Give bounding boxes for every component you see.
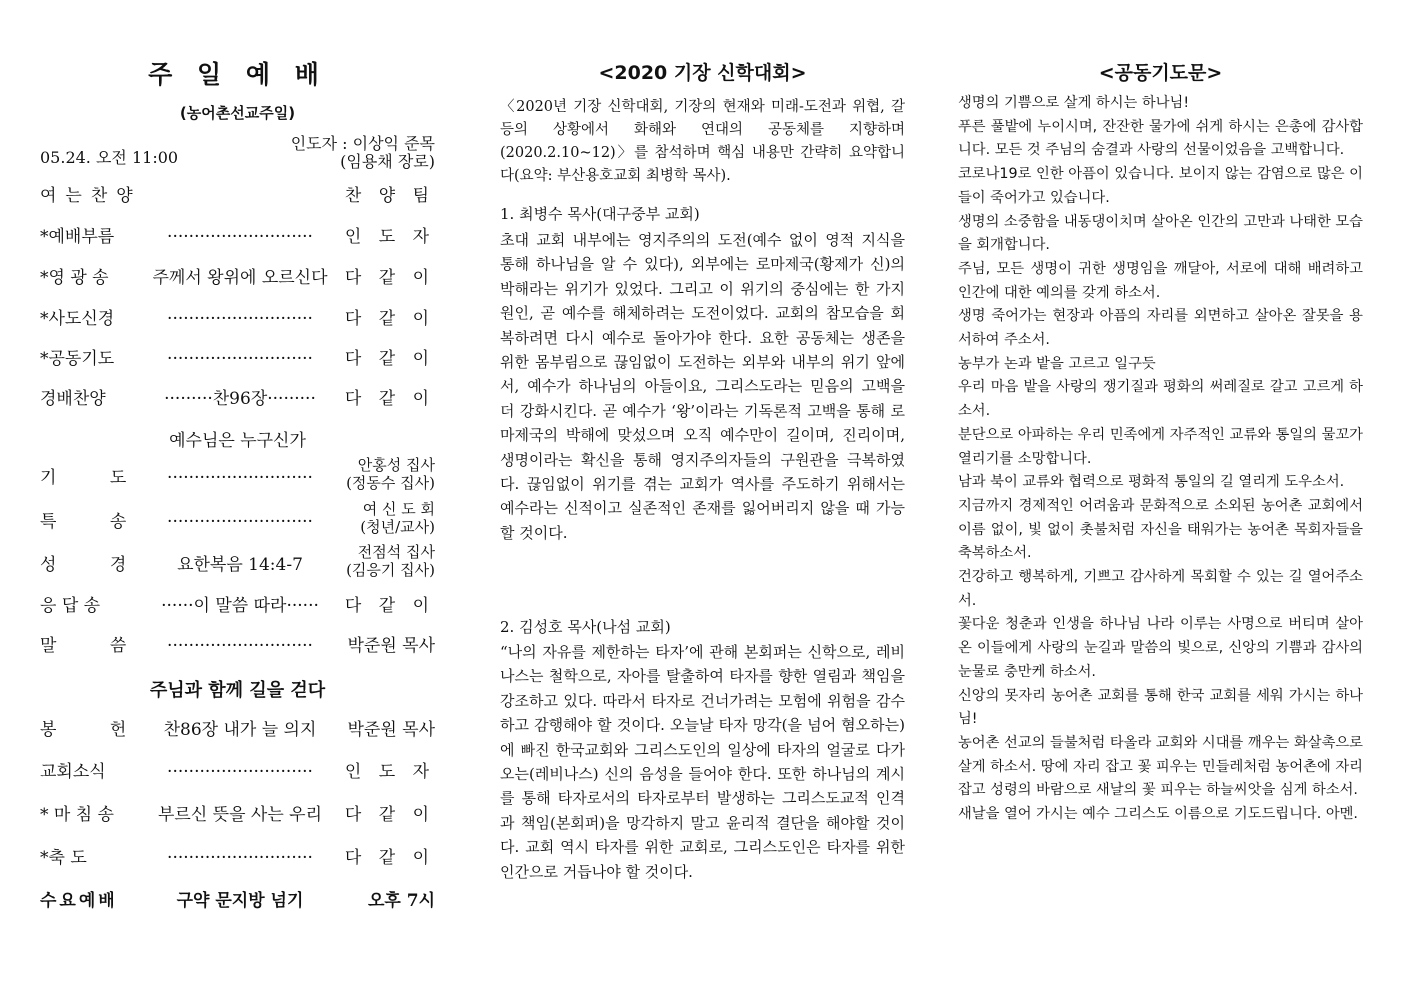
order-item-right-line1: 안홍성 집사	[357, 456, 435, 474]
order-item-right: 인 도 자	[344, 762, 435, 782]
order-item-middle: ···························	[167, 227, 313, 247]
wednesday-service	[40, 889, 435, 913]
wednesday-label: 수요예배	[40, 891, 118, 911]
order-item	[40, 266, 435, 290]
order-item-middle: ···························	[167, 309, 313, 329]
order-item-label: *예배부름	[40, 227, 115, 247]
order-item-middle: 요한복음 14:4-7	[177, 555, 303, 575]
order-item-right: 인 도 자	[344, 227, 435, 247]
order-item-right: 다 같 이	[344, 389, 435, 409]
order-item-right: 다 같 이	[344, 805, 435, 825]
prayer-paragraph: 생명의 소중함을 내동댕이치며 살아온 인간의 고만과 나태한 모습을 회개합니다.	[958, 213, 1363, 254]
order-item	[40, 456, 435, 492]
prayer-paragraph: 신앙의 못자리 농어촌 교회를 통해 한국 교회를 세워 가시는 하나님!	[958, 687, 1363, 728]
order-item	[40, 803, 435, 827]
order-item	[40, 634, 435, 658]
order-item-label: *영 광 송	[40, 268, 109, 288]
prayer-paragraph: 지금까지 경제적인 어려움과 문화적으로 소외된 농어촌 교회에서 이름 없이, 빛 없이 촛불처럼 자신을 태워가는 농어촌 목회자들을 축복하소서.	[958, 497, 1363, 562]
worship-title: 주 일 예 배	[148, 60, 327, 89]
order-item-middle: ···························	[167, 848, 313, 868]
order-item-right: 박준원 목사	[347, 636, 435, 656]
wednesday-time: 오후 7시	[367, 891, 435, 911]
order-item	[40, 307, 435, 331]
order-item-label: 교회소식	[40, 762, 106, 782]
section1-body: 초대 교회 내부에는 영지주의의 도전(예수 없이 영적 지식을 통해 하나님을 알 수 있다), 외부에는 로마제국(황제가 신)의 박해라는 위기가 있었다. 그리고 이 위기의 중심에는 한 가지 원인, 곧 예수를 해체하려는 도전이었다. 교회의 참모습을 회복하려면 다시 예수로 돌아가야 한다. 요한 공동체는 생존을 위한 몸부림으로 끊임없이 도전하는 외부와 내부의 위기 앞에서, 예수가 하나님의 아들이요, 그리스도라는 믿음의 고백을 더 강화시킨다. 곧 예수가 ‘왕’이라는 기독론적 고백을 통해 로마제국의 박해에 맞섰으며 오직 예수만이 길이며, 진리이며, 생명이라는 확신을 통해 영지주의자들의 구원관을 극복하였다. 끊임없이 위기를 겪는 교회가 역사를 주도하기 위해서는 예수라는 신적이고 실존적인 존재를 잃어버리지 않을 때 가능할 것이다.	[500, 231, 905, 542]
order-item-middle: ···························	[167, 636, 313, 656]
order-item-right	[346, 456, 435, 492]
leader-line1: 인도자 : 이상익 준목	[290, 134, 435, 153]
order-item-label: 말 씀	[40, 636, 151, 656]
worship-subtitle: (농어촌선교주일)	[179, 104, 296, 122]
order-item	[40, 846, 435, 870]
order-item-right: 다 같 이	[344, 349, 435, 369]
section2-body: “나의 자유를 제한하는 타자’에 관해 본회퍼는 신학으로, 레비나스는 철학으로, 자아를 탈출하여 타자를 향한 열림과 책임을 강조하고 있다. 따라서 타자로 건너가려는 모험에 위험을 감수하고 감행해야 할 것이다. 오늘날 타자 망각(을 넘어 혐오하는)에 빠진 한국교회와 그리스도인의 일상에 타자의 얼굴로 다가오는(레비나스) 신의 음성을 들어야 한다. 또한 하나님의 계시를 통해 타자로서의 타자로부터 발생하는 그리스도교적 인격과 책임(본회퍼)을 망각하지 말고 윤리적 결단을 해야할 것이다. 교회 역시 타자를 위한 교회로, 그리스도인은 타자를 위한 인간으로 거듭나야 할 것이다.	[500, 643, 905, 881]
order-item-middle: ······이 말씀 따라······	[161, 596, 319, 616]
prayer-paragraph: 주님, 모든 생명이 귀한 생명임을 깨달아, 서로에 대해 배려하고 인간에 대한 예의를 갖게 하소서.	[958, 260, 1363, 301]
order-item-label: 봉 헌	[40, 720, 151, 740]
prayer-paragraph: 우리 마음 밭을 사랑의 쟁기질과 평화의 써레질로 갈고 고르게 하소서.	[958, 379, 1363, 420]
order-item-label: *공동기도	[40, 349, 115, 369]
order-item	[40, 718, 435, 742]
order-item-label: 경배찬양	[40, 389, 106, 409]
order-item-middle: ·········찬96장·········	[164, 389, 316, 409]
order-item	[40, 347, 435, 371]
prayer-body	[958, 92, 1363, 827]
prayer-paragraph: 농부가 논과 밭을 고르고 일구듯	[958, 355, 1156, 372]
order-item	[40, 594, 435, 618]
order-item-right: 다 같 이	[344, 309, 435, 329]
prayer-paragraph: 푸른 풀밭에 누이시며, 잔잔한 물가에 쉬게 하시는 은총에 감사합니다. 모든 것 주님의 숨결과 사랑의 선물이었음을 고백합니다.	[958, 118, 1363, 159]
order-item-middle: 찬86장 내가 늘 의지	[163, 720, 317, 740]
prayer-paragraph: 생명 죽어가는 현장과 아픔의 자리를 외면하고 살아온 잘못을 용서하여 주소서.	[958, 308, 1363, 349]
order-item-right-line2: (김응기 집사)	[346, 561, 435, 579]
order-item-middle: ···························	[167, 349, 313, 369]
conference-intro: 〈2020년 기장 신학대회, 기장의 현재와 미래-도전과 위협, 갈등의 상황에서 화해와 연대의 공동체를 지향하며(2020.2.10~12)〉를 참석하며 핵심 내용만 간략히 요약합니다(요약: 부산용호교회 최병학 목사).	[500, 99, 905, 184]
order-item-label: 여는찬양	[40, 186, 142, 206]
prayer-paragraph: 생명의 기쁨으로 살게 하시는 하나님!	[958, 95, 1190, 111]
order-item-middle: ···························	[167, 468, 313, 488]
order-item	[40, 225, 435, 249]
section2-heading: 2. 김성호 목사(나섬 교회)	[500, 618, 671, 636]
order-item-right: 찬 양 팀	[344, 186, 435, 206]
order-item-label: *사도신경	[40, 309, 115, 329]
leader-line2: (임용채 장로)	[340, 152, 435, 171]
order-item-label: * 마 침 송	[40, 805, 114, 825]
prayer-title: <공동기도문>	[1098, 62, 1223, 84]
section1-heading: 1. 최병수 목사(대구중부 교회)	[500, 205, 700, 223]
order-item-middle: ···························	[167, 762, 313, 782]
order-item-right-line2: (청년/교사)	[360, 518, 435, 536]
prayer-paragraph: 농어촌 선교의 들불처럼 타올라 교회와 시대를 깨우는 화살촉으로 살게 하소서. 땅에 자리 잡고 꽃 피우는 민들레처럼 농어촌에 자리 잡고 성령의 바람으로 새날의 꽃 피우는 하늘씨앗을 심게 하소서.	[958, 734, 1363, 799]
order-item-label: 성 경	[40, 555, 151, 575]
order-item-right: 다 같 이	[344, 848, 435, 868]
order-item-right-line1: 여 신 도 회	[362, 500, 435, 518]
order-item-right	[346, 543, 435, 579]
order-item-right: 다 같 이	[344, 268, 435, 288]
order-item-middle: 주께서 왕위에 오르신다	[152, 268, 328, 288]
section-heading: 예수님은 누구신가	[169, 431, 306, 451]
order-item	[40, 387, 435, 411]
worship-date: 05.24. 오전 11:00	[40, 148, 179, 167]
order-item-label: 기 도	[40, 468, 151, 488]
conference-title: <2020 기장 신학대회>	[598, 62, 807, 84]
order-item-label: *축 도	[40, 848, 87, 868]
prayer-paragraph: 건강하고 행복하게, 기쁘고 감사하게 목회할 수 있는 길 열어주소서.	[958, 569, 1363, 609]
order-item-middle: ···························	[167, 512, 313, 532]
order-item	[40, 184, 435, 208]
order-item-label: 특 송	[40, 512, 151, 532]
order-item-right-line1: 전점석 집사	[357, 543, 435, 561]
order-item	[40, 543, 435, 579]
prayer-paragraph: 코로나19로 인한 아픔이 있습니다. 보이지 않는 감염으로 많은 이들이 죽어가고 있습니다.	[958, 166, 1363, 206]
order-item-middle: 부르신 뜻을 사는 우리	[157, 805, 322, 825]
order-item	[40, 500, 435, 536]
order-item-right	[360, 500, 435, 536]
order-item-right: 박준원 목사	[347, 720, 435, 740]
order-item-right: 다 같 이	[344, 596, 435, 616]
order-item-label: 응 답 송	[40, 596, 101, 616]
prayer-paragraph: 남과 북이 교류와 협력으로 평화적 통일의 길 열리게 도우소서.	[958, 474, 1345, 491]
section-heading-2: 주님과 함께 길을 걷다	[149, 680, 326, 701]
prayer-paragraph: 새날을 열어 가시는 예수 그리스도 이름으로 기도드립니다. 아멘.	[958, 806, 1358, 823]
order-item-right-line2: (정동수 집사)	[346, 474, 435, 492]
prayer-paragraph: 꽃다운 청춘과 인생을 하나님 나라 이루는 사명으로 버티며 살아온 이들에게 사랑의 눈길과 말씀의 빛으로, 신앙의 기쁨과 감사의 눈물로 충만케 하소서.	[958, 616, 1363, 680]
order-item	[40, 760, 435, 784]
worship-leader	[291, 135, 435, 171]
wednesday-middle: 구약 문지방 넘기	[176, 891, 304, 911]
prayer-paragraph: 분단으로 아파하는 우리 민족에게 자주적인 교류와 통일의 물꼬가 열리기를 소망합니다.	[958, 426, 1363, 467]
